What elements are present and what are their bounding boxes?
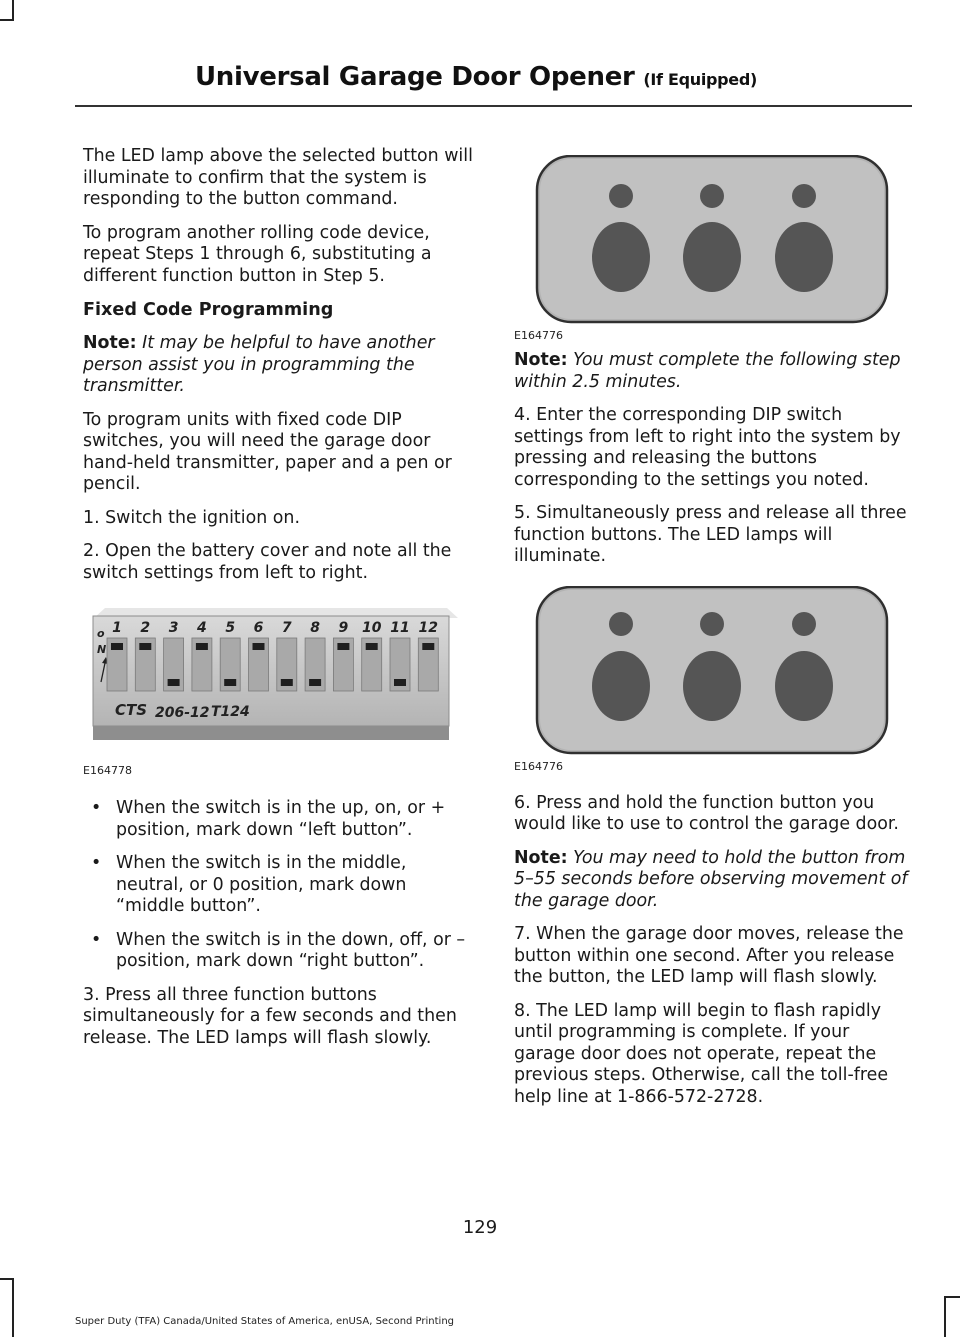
crop-mark [12, 0, 14, 20]
button-panel-illustration [514, 155, 889, 325]
button-panel-illustration [514, 586, 889, 756]
dip-number-label: 5 [225, 620, 236, 636]
button-panel-figure [514, 586, 909, 773]
figure-code: E164778 [83, 764, 132, 777]
step: 8. The LED lamp will begin to flash rapidly until programming is complete. If your garage door does not operate, repeat the previous steps. Otherwise, call the toll-free help line at 1-866-572-2728. [514, 1000, 889, 1107]
note-label: Note: [514, 847, 568, 868]
note-text: It may be helpful to have another person assist you in programming the transmitter. [83, 333, 435, 396]
crop-mark [12, 1278, 14, 1337]
note-text: You must complete the following step within 2.5 minutes. [514, 350, 901, 392]
dip-switch-knob [309, 679, 321, 686]
dip-switch-illustration [83, 608, 458, 758]
dip-number-label: 2 [140, 620, 151, 636]
dip-switch-knob [253, 643, 265, 650]
dip-shadow [93, 726, 449, 740]
step: 6. Press and hold the function button you would like to use to control the garage door. [514, 792, 899, 834]
function-button [775, 222, 833, 292]
function-button [775, 651, 833, 721]
dip-number-label: 7 [281, 620, 292, 636]
step: 7. When the garage door moves, release the button within one second. After you release the button, the LED lamp will flash slowly. [514, 924, 904, 987]
dip-number-label: 6 [253, 620, 264, 636]
note [514, 848, 909, 913]
dip-switch-knob [394, 679, 406, 686]
note-label: Note: [514, 350, 568, 370]
function-button [592, 222, 650, 292]
dip-number-label: 1 [112, 620, 122, 636]
dip-number-label: 11 [390, 620, 410, 636]
button-panel-figure [514, 155, 909, 342]
step: 4. Enter the corresponding DIP switch settings from left to right into the system by pressing and releasing the buttons corresponding to the settings you noted. [514, 405, 901, 490]
crop-mark [0, 1278, 14, 1280]
led-lamp [700, 612, 724, 636]
right-column [514, 146, 909, 1120]
paragraph: To program units with fixed code DIP switches, you will need the garage door hand-held transmitter, paper and a pen or pencil. [83, 409, 452, 494]
dip-side-label-n: N [97, 643, 107, 656]
dip-switch-knob [281, 679, 293, 686]
function-button [683, 651, 741, 721]
dip-side-label-o: o [97, 627, 105, 640]
page-number: 129 [462, 1217, 498, 1238]
function-button [592, 651, 650, 721]
dip-text-206: 206-12 [155, 705, 210, 721]
note [83, 333, 478, 398]
note-label: Note: [83, 333, 137, 353]
bullet-list [83, 798, 478, 973]
crop-mark [944, 1296, 946, 1337]
list-item: • When the switch is in the down, off, or – position, mark down “right button”. [83, 930, 478, 973]
dip-switch-knob [422, 643, 434, 650]
dip-number-label: 10 [361, 620, 382, 636]
dip-number-label: 4 [197, 620, 207, 636]
page-title [195, 62, 795, 92]
list-item: • When the switch is in the middle, neutral, or 0 position, mark down “middle button”. [83, 853, 478, 918]
dip-number-label: 9 [338, 620, 349, 636]
dip-switch-knob [196, 643, 208, 650]
led-lamp [792, 612, 816, 636]
title-subtitle: (If Equipped) [643, 70, 758, 89]
led-lamp [609, 184, 633, 208]
dip-switch-knob [111, 643, 123, 650]
dip-text-t124: T124 [211, 704, 250, 720]
step: 2. Open the battery cover and note all the switch settings from left to right. [83, 541, 452, 583]
paragraph: The LED lamp above the selected button will illuminate to confirm that the system is responding to the button command. [83, 146, 473, 209]
dip-text-cts: CTS [115, 701, 148, 719]
led-lamp [609, 612, 633, 636]
section-heading: Fixed Code Programming [83, 300, 334, 320]
dip-switch-knob [224, 679, 236, 686]
step: 3. Press all three function buttons simultaneously for a few seconds and then release. The LED lamps will flash slowly. [83, 984, 457, 1048]
dip-switch-knob [337, 643, 349, 650]
dip-number-label: 3 [168, 620, 179, 636]
step: 1. Switch the ignition on. [83, 507, 300, 528]
note [514, 350, 909, 393]
figure-code: E164776 [514, 329, 563, 342]
footer-text: Super Duty (TFA) Canada/United States of America, enUSA, Second Printing [75, 1316, 455, 1327]
dip-number-label: 12 [418, 620, 439, 636]
title-main: Universal Garage Door Opener [195, 62, 635, 92]
figure-code: E164776 [514, 759, 563, 773]
crop-mark [0, 19, 14, 21]
list-item: • When the switch is in the up, on, or + position, mark down “left button”. [83, 798, 478, 841]
function-button [683, 222, 741, 292]
dip-switch-figure [83, 608, 478, 777]
paragraph: To program another rolling code device, repeat Steps 1 through 6, substituting a different function button in Step 5. [83, 222, 432, 286]
dip-switch-knob [139, 643, 151, 650]
dip-switch-knob [366, 643, 378, 650]
dip-switch-knob [168, 679, 180, 686]
crop-mark [944, 1296, 960, 1298]
header-rule [75, 105, 912, 107]
led-lamp [700, 184, 724, 208]
step: 5. Simultaneously press and release all three function buttons. The LED lamps will illuminate. [514, 503, 907, 566]
note-text: You may need to hold the button from 5–55 seconds before observing movement of the garage door. [514, 847, 908, 911]
left-column [83, 146, 478, 1061]
dip-number-label: 8 [310, 620, 320, 636]
led-lamp [792, 184, 816, 208]
